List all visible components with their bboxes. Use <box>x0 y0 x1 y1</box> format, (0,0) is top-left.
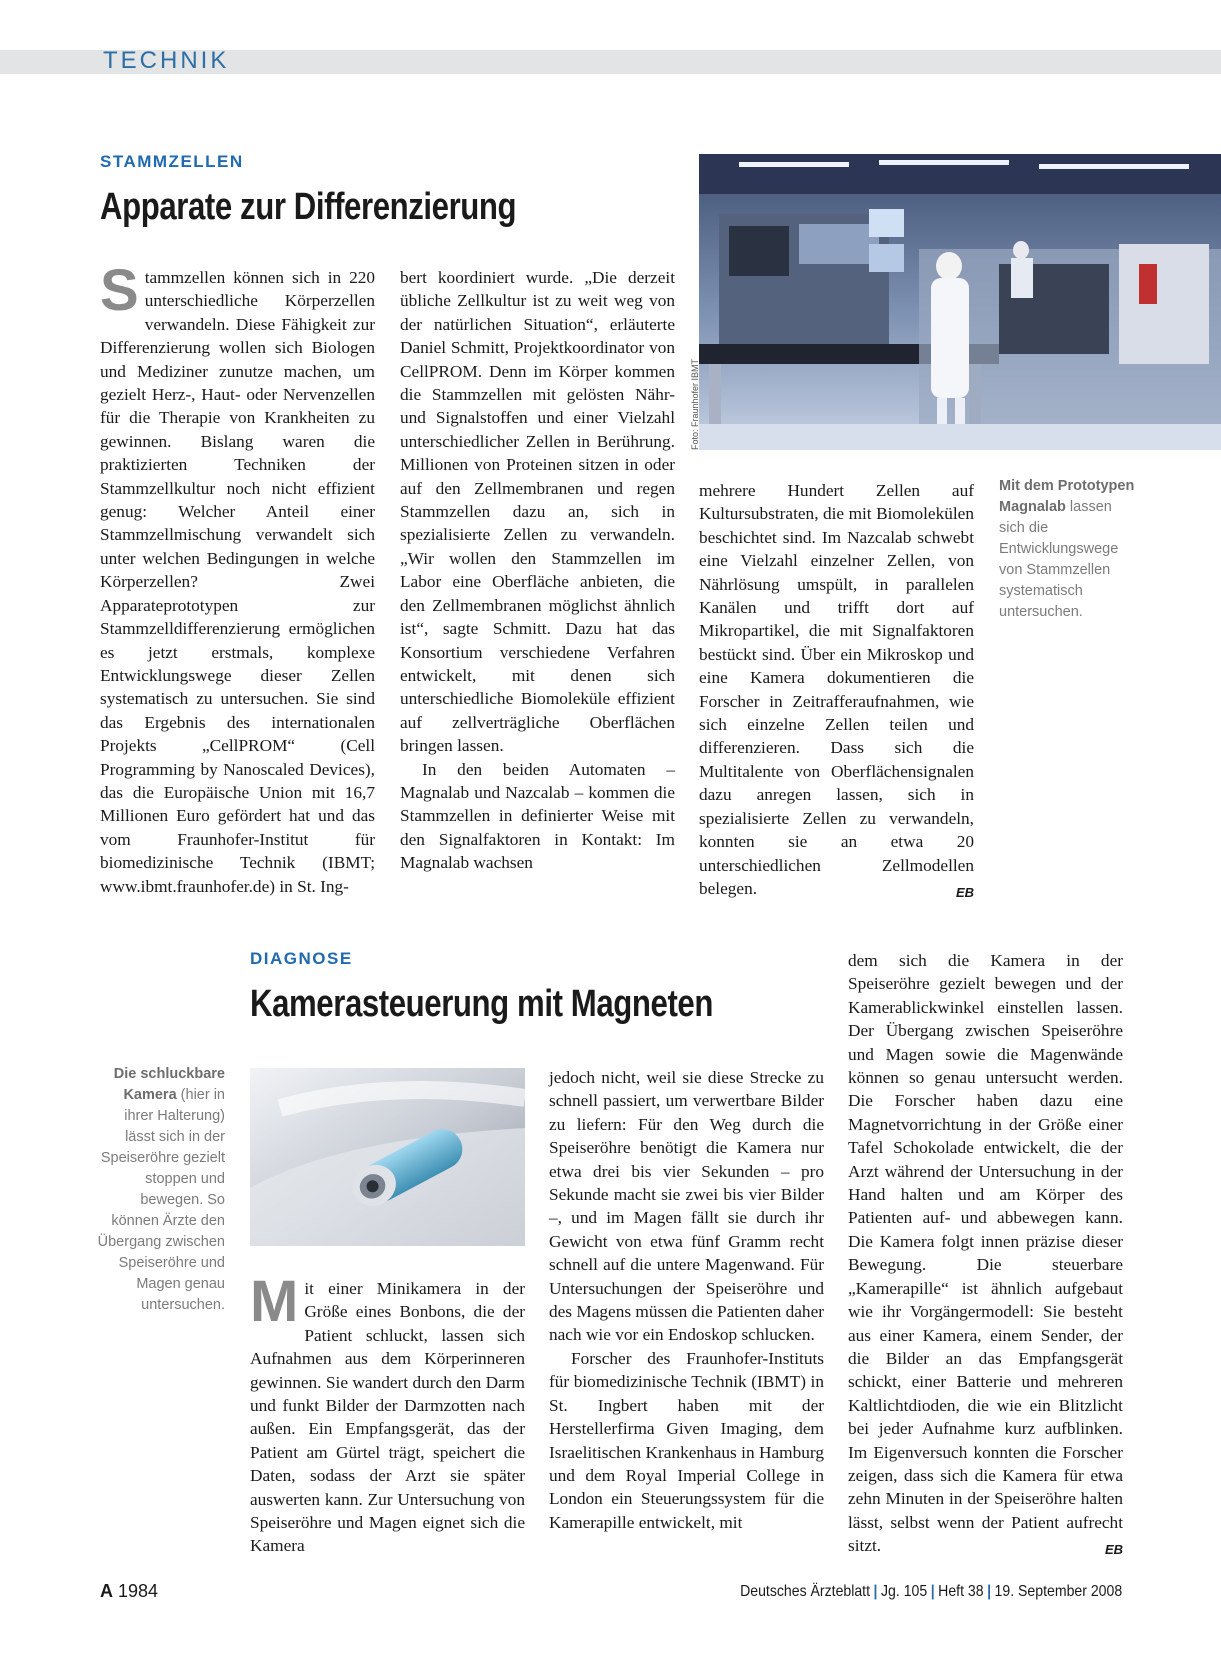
article2-col3-text: dem sich die Kamera in der Speiseröhre gezielt bewegen und der Kamerablickwinkel einstellen lassen. Der Übergang zwischen Speiseröhre und Magen sowie die Magenwände können so genau untersucht werden. Die Forscher haben dazu eine Magnetvorrichtung in der Größe einer Tafel Schokolade entwickelt, die der Arzt während der Untersuchung in der Hand halten und am Körper des Patienten auf- und abbewegen kann. Die Kamera folgt innen präzise dieser Bewegung. Die steuerbare „Kamerapille“ ist ähnlich aufgebaut wie ihr Vorgängermodell: Sie besteht aus einer Kamera, einem Sender, der die Bilder an das Empfangsgerät schickt, einer Batterie und mehreren Kaltlichtdioden, die wie ein Blitzlicht bei jeder Aufnahme kurz aufblinken. Im Eigenversuch konnten die Forscher zeigen, dass sich die Kamera für etwa zehn Minuten in der Speiseröhre halten lässt, selbst wenn der Patient aufrecht sitzt. <box>848 951 1123 1556</box>
article1-col2-paragraph-2: In den beiden Automaten – Magnalab und Nazcalab – kommen die Stammzellen in definierter Weise mit den Signalfaktoren in Kontakt: Im Magnalab wachsen <box>400 759 675 873</box>
article2-signature: EB <box>1104 1542 1123 1558</box>
article1-column-2 <box>400 266 675 875</box>
separator: | <box>873 1583 878 1600</box>
article1-column-3 <box>699 479 974 904</box>
article1-caption <box>999 476 1139 623</box>
article1-signature: EB <box>955 884 974 900</box>
article1-dropcap: S <box>100 258 139 323</box>
photo-credit: Foto: Fraunhofer IBMT <box>690 358 700 450</box>
magnalab-photo <box>699 154 1221 450</box>
capsule-photo <box>250 1068 525 1246</box>
article2-caption-bold: Die schluckbare Kamera <box>113 1066 225 1103</box>
section-label: TECHNIK <box>103 47 230 74</box>
journal-volume: Jg. 105 <box>880 1583 928 1600</box>
journal-info <box>740 1583 1122 1601</box>
separator: | <box>986 1583 991 1600</box>
separator: | <box>930 1583 935 1600</box>
journal-issue: Heft 38 <box>938 1583 984 1600</box>
article2-col2-paragraph-1: jedoch nicht, weil sie diese Strecke zu schnell passiert, um verwertbare Bilder zu liefern: Für den Weg durch die Speiseröhre benötigt die Kamera nur etwa drei bis vier Sekunden – pro Sekunde macht sie zwei bis vier Bilder –, und im Magen fällt sie durch ihr Gewicht von etwa fünf Gramm recht schnell auf die untere Magenwand. Für Untersuchungen der Speiseröhre und des Magens müssen die Patienten daher nach wie vor ein Endoskop schlucken. <box>549 1068 824 1345</box>
article2-col2-paragraph-2: Forscher des Fraunhofer-Instituts für biomedizinische Technik (IBMT) in St. Ingbert haben mit der Herstellerfirma Given Imaging, dem Israelitischen Krankenhaus in Hamburg und dem Royal Imperial College in London ein Steuerungssystem für die Kamerapille entwickelt, mit <box>549 1348 824 1532</box>
capsule-image <box>250 1068 525 1246</box>
article2-column-2 <box>549 1066 824 1534</box>
journal-date: 19. September 2008 <box>994 1583 1122 1600</box>
page-number <box>100 1581 158 1602</box>
article2-column-3 <box>848 949 1123 1562</box>
article1-col2-paragraph-1: bert koordiniert wurde. „Die derzeit übliche Zellkultur ist zu weit weg von der natürlichen Situation“, erläuterte Daniel Schmitt, Projektkoordinator von CellPROM. Denn im Körper kommen die Stammzellen mit gelösten Nähr- und Signalstoffen und einer Vielzahl unterschiedlicher Zellen in Berührung. Millionen von Proteinen sitzen in oder auf den Zellmembranen und regen Stammzellen dazu an, sich in spezialisierte Zellen zu verwandeln. „Wir wollen den Stammzellen im Labor eine Oberfläche anbieten, die den Zellmembranen möglichst ähnlich ist“, sagte Schmitt. Dazu hat das Konsortium verschiedene Verfahren entwickelt, mit denen sich unterschiedliche Biomoleküle effizient auf zellverträgliche Oberflächen bringen lassen. <box>400 268 675 756</box>
article2-col1-text: it einer Minikamera in der Größe eines Bonbons, die der Patient schluckt, lassen sich Aufnahmen aus dem Körperinneren gewinnen. Sie wandert durch den Darm und funkt Bilder der Darmzotten nach außen. Ein Empfangsgerät, das der Patient am Gürtel trägt, speichert die Daten, sodass der Arzt sie später auswerten kann. Zur Untersuchung von Speiseröhre und Magen eignet sich die Kamera <box>250 1279 525 1556</box>
article2-kicker: DIAGNOSE <box>250 949 353 968</box>
article1-col1-text: tammzellen können sich in 220 unterschiedliche Körperzellen verwandeln. Diese Fähigkeit zur Differenzierung wollen sich Biologen und Mediziner zunutze machen, um gezielt Herz-, Haut- oder Nervenzellen für die Therapie von Krankheiten zu gewinnen. Bislang waren die praktizierten Techniken der Stammzellkultur noch nicht effizient genug: Welcher Anteil einer Stammzellmischung verwandelt sich unter welchen Bedingungen in welche Körperzellen? Zwei Apparateprototypen zur Stammzelldifferenzierung ermöglichen es jetzt erstmals, komplexe Entwicklungswege dieser Zellen systematisch zu untersuchen. Sie sind das Ergebnis des internationalen Projekts „CellPROM“ (Cell Programming by Nanoscaled Devices), das die Europäische Union mit 16,7 Millionen Euro gefördert hat und das vom Fraunhofer-Institut für biomedizinische Technik (IBMT; www.ibmt.fraunhofer.de) in St. Ing- <box>100 268 375 896</box>
article2-dropcap: M <box>250 1269 299 1334</box>
article2-caption-text: (hier in ihrer Halterung) lässt sich in der Speiseröhre gezielt stoppen und bewegen. So können Ärzte den Übergang zwischen Speiseröhre und Magen genau untersuchen. <box>97 1087 225 1313</box>
article1-kicker: STAMMZELLEN <box>100 152 244 171</box>
article1-col3-text: mehrere Hundert Zellen auf Kultursubstraten, die mit Biomolekülen beschichtet sind. Im Nazcalab schwebt eine Vielzahl einzelner Zellen, von Nährlösung umspült, in parallelen Kanälen und trifft dort auf Mikropartikel, die mit Signalfaktoren bestückt sind. Über ein Mikroskop und eine Kamera dokumentieren die Forscher in Zeitrafferaufnahmen, wie sich einzelne Zellen teilen und differenzieren. Dass sich die Multitalente von Oberflächensignalen dazu anregen lassen, sich in spezialisierte Zellen zu verwandeln, konnten sie an etwa 20 unterschiedlichen Zellmodellen belegen. <box>699 481 974 898</box>
article2-column-1 <box>250 1269 525 1558</box>
journal-name: Deutsches Ärzteblatt <box>739 1583 870 1600</box>
page-number-value: 1984 <box>118 1581 159 1601</box>
article1-title: Apparate zur Differenzierung <box>100 186 517 228</box>
article1-column-1 <box>100 258 375 898</box>
article2-caption <box>95 1064 225 1316</box>
article1-caption-bold: Mit dem Prototypen Magnalab <box>999 478 1135 515</box>
article1-caption-text: lassen sich die Entwicklungswege von Stammzellen systematisch untersuchen. <box>999 499 1119 620</box>
lab-image <box>699 154 1221 450</box>
page-prefix: A <box>100 1581 113 1601</box>
article2-title: Kamerasteuerung mit Magneten <box>250 983 713 1025</box>
